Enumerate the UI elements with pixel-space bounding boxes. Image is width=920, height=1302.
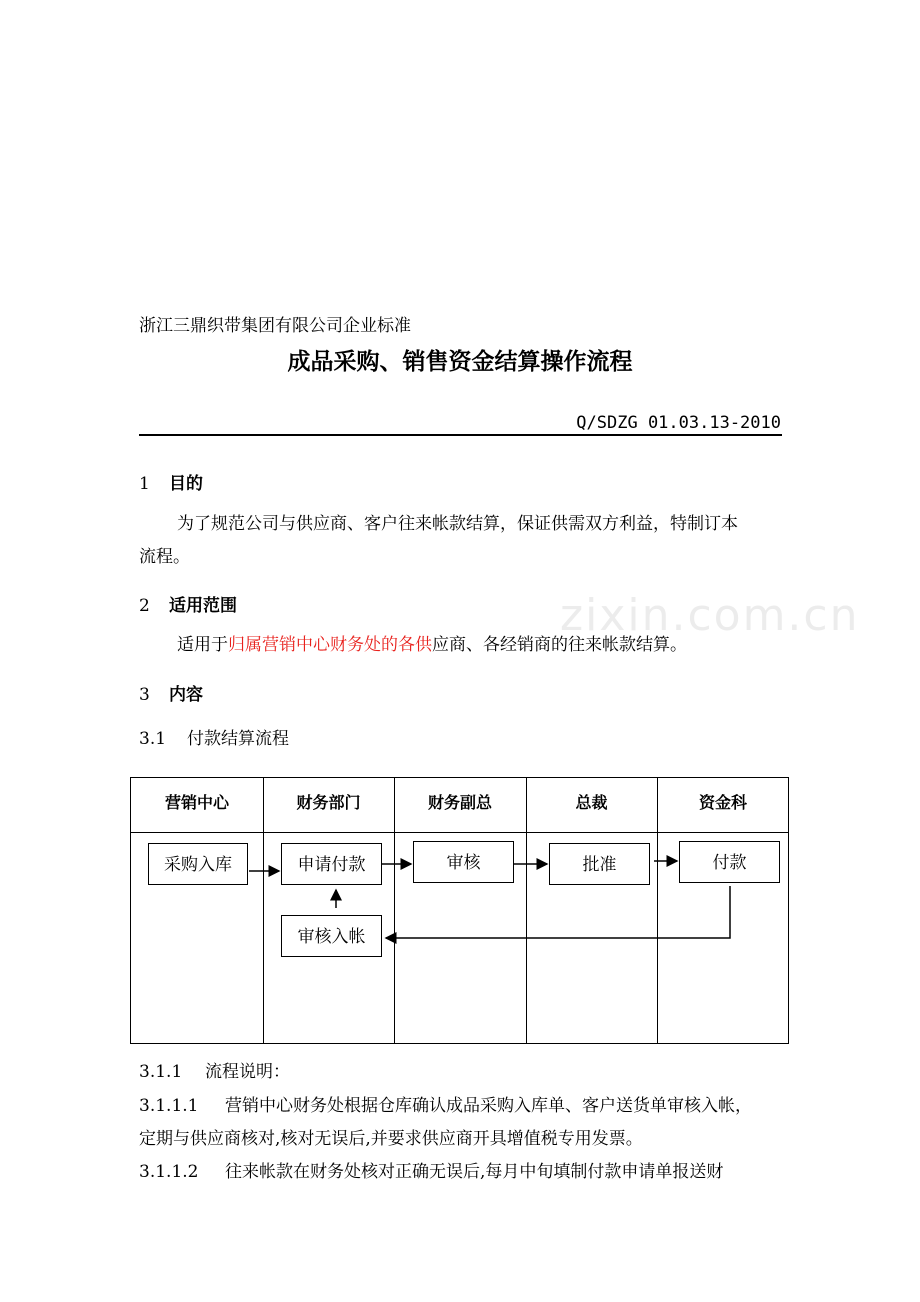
section-1-body: 为了规范公司与供应商、客户往来帐款结算，保证供需双方利益，特制订本 (177, 514, 738, 534)
document-code: Q/SDZG 01.03.13-2010 (576, 413, 781, 433)
section-2-body-post: 应商、各经销商的往来帐款结算。 (432, 635, 687, 655)
section-1-title: 目的 (169, 474, 203, 494)
section-1-number: 1 (139, 474, 150, 494)
section-2-body-pre: 适用于 (177, 635, 228, 655)
node-audit-entry: 审核入帐 (281, 915, 382, 957)
section-3-1-title: 付款结算流程 (187, 729, 289, 749)
node-payment: 付款 (679, 841, 780, 883)
note-3-1-1-2 (139, 1157, 723, 1182)
note-3-1-1-1-number: 3.1.1.1 (139, 1096, 199, 1116)
section-2-title: 适用范围 (169, 596, 237, 616)
section-2-heading (139, 591, 237, 616)
column-header-president: 总裁 (575, 793, 608, 812)
column-header-treasury: 资金科 (698, 793, 747, 812)
node-approve: 批准 (549, 843, 650, 885)
section-2-body-highlight: 归属营销中心财务处的各供 (228, 635, 432, 655)
header-rule (139, 434, 782, 436)
document-title: 成品采购、销售资金结算操作流程 (287, 349, 633, 375)
section-1-heading (139, 469, 203, 494)
note-3-1-1-1 (139, 1091, 752, 1116)
payment-flowchart (130, 777, 789, 1044)
note-3-1-1-1-line2: 定期与供应商核对,核对无误后,并要求供应商开具增值税专用发票。 (139, 1129, 643, 1149)
section-3-number: 3 (139, 685, 150, 705)
section-1-body-cont: 流程。 (139, 547, 190, 567)
note-3-1-1-2-line1: 往来帐款在财务处核对正确无误后,每月中旬填制付款申请单报送财 (225, 1162, 724, 1182)
column-header-finance: 财务部门 (296, 793, 361, 812)
note-3-1-1-text: 流程说明： (205, 1062, 290, 1082)
note-3-1-1-1-line1: 营销中心财务处根据仓库确认成品采购入库单、客户送货单审核入帐， (225, 1096, 752, 1116)
node-apply-payment: 申请付款 (281, 843, 382, 885)
node-purchase-storage: 采购入库 (148, 843, 248, 885)
section-2-number: 2 (139, 596, 150, 616)
flow-arrows (131, 778, 790, 1045)
note-3-1-1-number: 3.1.1 (139, 1062, 183, 1082)
column-header-finance-vp: 财务副总 (427, 793, 492, 812)
column-header-marketing: 营销中心 (164, 793, 229, 812)
section-3-title: 内容 (169, 685, 203, 705)
node-review: 审核 (413, 841, 514, 883)
section-2-body (177, 629, 687, 662)
section-3-1-number: 3.1 (139, 729, 167, 749)
org-standard-label: 浙江三鼎织带集团有限公司企业标准 (139, 316, 411, 336)
arrow-pay-to-audit (386, 886, 730, 938)
note-3-1-1 (139, 1057, 290, 1082)
section-3-heading (139, 680, 203, 705)
watermark: zixin.com.cn (560, 590, 860, 641)
note-3-1-1-2-number: 3.1.1.2 (139, 1162, 199, 1182)
section-3-1-heading (139, 724, 289, 749)
